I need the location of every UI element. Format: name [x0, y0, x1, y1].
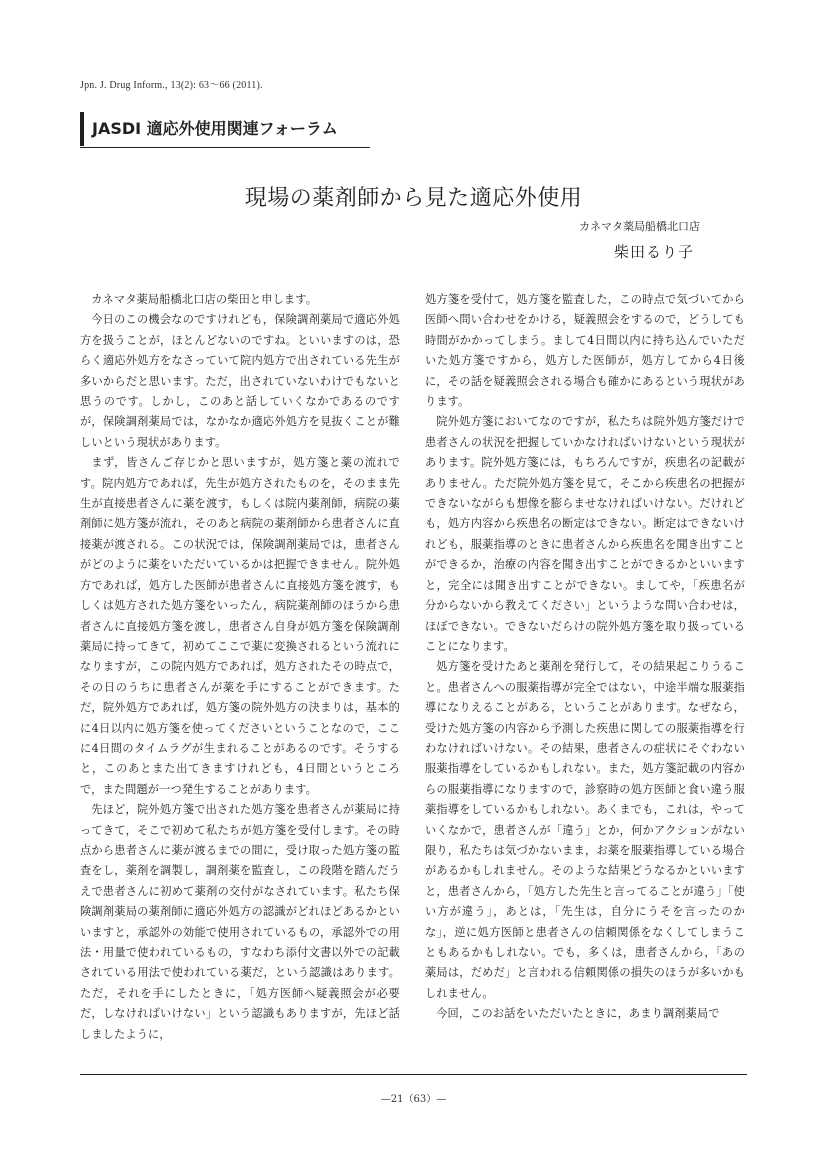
forum-underline: [80, 147, 370, 148]
page-number: —21（63）—: [380, 1094, 447, 1105]
paragraph: カネマタ薬局船橋北口店の柴田と申します。: [91, 293, 318, 306]
body-column-right: [425, 290, 745, 1025]
forum-label: JASDI 適応外使用関連フォーラム: [80, 112, 338, 146]
paragraph: 今日のこの機会なのですけれども，保険調剤薬局で適応外処方を扱うことが，ほとんどないのですね。といいますのは，恐らく適応外処方をなさっていて院内処方で出されている先生が多いからだと思います。ただ，出されていないわけでもないと思うのです。しかし，このあと話していくなかであるのですが，保険調剤薬局では，なかなか適応外処方を見抜くことが難しいという現状があります。: [80, 313, 400, 449]
paragraph: 先ほど，院外処方箋で出された処方箋を患者さんが薬局に持ってきて，そこで初めて私たちが処方箋を受付します。その時点から患者さんに薬が渡るまでの間に，受け取った処方箋の監査をし，薬剤を調製し，調剤薬を監査し，この段階を踏んだうえで患者さんに初めて薬剤の交付がなされています。私たち保険調剤薬局の薬剤師に適応外処方の認識がどれほどあるかといいますと，承認外の効能で使用されているもの，承認外での用法・用量で使われているもの，すなわち添付文書以外での記載されている用法で使われている薬だ，という認識はあります。ただ，それを手にしたときに，「処方医師へ疑義照会が必要だ，しなければいけない」という認識もありますが，先ほど話しましたように，: [80, 803, 400, 1041]
journal-citation: Jpn. J. Drug Inform., 13(2): 63～66 (2011).: [80, 80, 263, 91]
author-name: 柴田るり子: [613, 243, 694, 261]
article-title: 現場の薬剤師から見た適応外使用: [244, 185, 583, 211]
paragraph: 院外処方箋においてなのですが，私たちは院外処方箋だけで患者さんの状況を把握していかなければいけないという現状があります。院外処方箋には，もちろんですが，疾患名の記載がありません。ただ院外処方箋を見て，そこから疾患名の把握ができないながらも想像を膨らませなければいけない。だけれども，処方内容から疾患名の断定はできない。断定はできないけれども，服薬指導のときに患者さんから疾患名を聞き出すことができるか，治療の内容を聞き出すことができるかといいますと，完全には聞き出すことができない。ましてや，「疾患名が分からないから教えてください」というような問い合わせは，ほぼできない。できないだらけの院外処方箋を取り扱っていることになります。: [425, 415, 745, 653]
paragraph: 今回，このお話をいただいたときに，あまり調剤薬局で: [436, 1007, 720, 1021]
footer-rule: [80, 1074, 747, 1075]
author-affiliation: カネマタ薬局船橋北口店: [579, 220, 700, 233]
body-column-left: [80, 290, 400, 1045]
paragraph: 処方箋を受付て，処方箋を監査した，この時点で気づいてから医師へ問い合わせをかける，疑義照会をするので，どうしても時間がかかってしまう。まして4日間以内に持ち込んでいただいた処方箋ですから，処方した医師が，処方してから4日後に，その話を疑義照会される場合も確かにあるという現状があります。: [425, 293, 745, 409]
paragraph: 処方箋を受けたあと薬剤を発行して，その結果起こりうること。患者さんへの服薬指導が完全ではない，中途半端な服薬指導になりえることがある，ということがあります。なぜなら，受けた処方箋の内容から予測した疾患に関しての服薬指導を行わなければいけない。その結果，患者さんの症状にそぐわない服薬指導をしているかもしれない。また，処方箋記載の内容からの服薬指導になりますので，診察時の処方医師と食い違う服薬指導をしているかもしれない。あくまでも，これは，やっていくなかで，患者さんが「違う」とか，何かアクションがない限り，私たちは気づかないまま，お薬を服薬指導している場合があるかもしれません。そのような結果どうなるかといいますと，患者さんから，「処方した先生と言ってることが違う」「使い方が違う」，あとは，「先生は，自分にうそを言ったのかな」，逆に処方医師と患者さんの信頼関係をなくしてしまうこともあるかもしれない。でも，多くは，患者さんから，「あの薬局は，だめだ」と言われる信頼関係の損失のほうが多いかもしれません。: [425, 660, 745, 1000]
paragraph: まず，皆さんご存じかと思いますが，処方箋と薬の流れです。院内処方であれば，先生が処方されたものを，そのまま先生が直接患者さんに薬を渡す，もしくは院内薬剤師，病院の薬剤師に処方箋が流れ，そのあと病院の薬剤師から患者さんに直接薬が渡される。この状況では，保険調剤薬局では，患者さんがどのように薬をいただいているかは把握できません。院外処方であれば，処方した医師が患者さんに直接処方箋を渡す，もしくは処方された処方箋をいったん，病院薬剤師のほうから患者さんに直接処方箋を渡し，患者さん自身が処方箋を保険調剤薬局に持ってきて，初めてここで薬に変換されるという流れになりますが，この院内処方であれば，処方されたその時点で，その日のうちに患者さんが薬を手にすることができます。ただ，院外処方であれば，処方箋の院外処方の決まりは，基本的に4日以内に処方箋を使ってくださいということなので，ここに4日間のタイムラグが生まれることがあるのです。そうすると，このあとまた出てきますけれども，4日間というところで，また問題が一つ発生することがあります。: [80, 456, 400, 796]
